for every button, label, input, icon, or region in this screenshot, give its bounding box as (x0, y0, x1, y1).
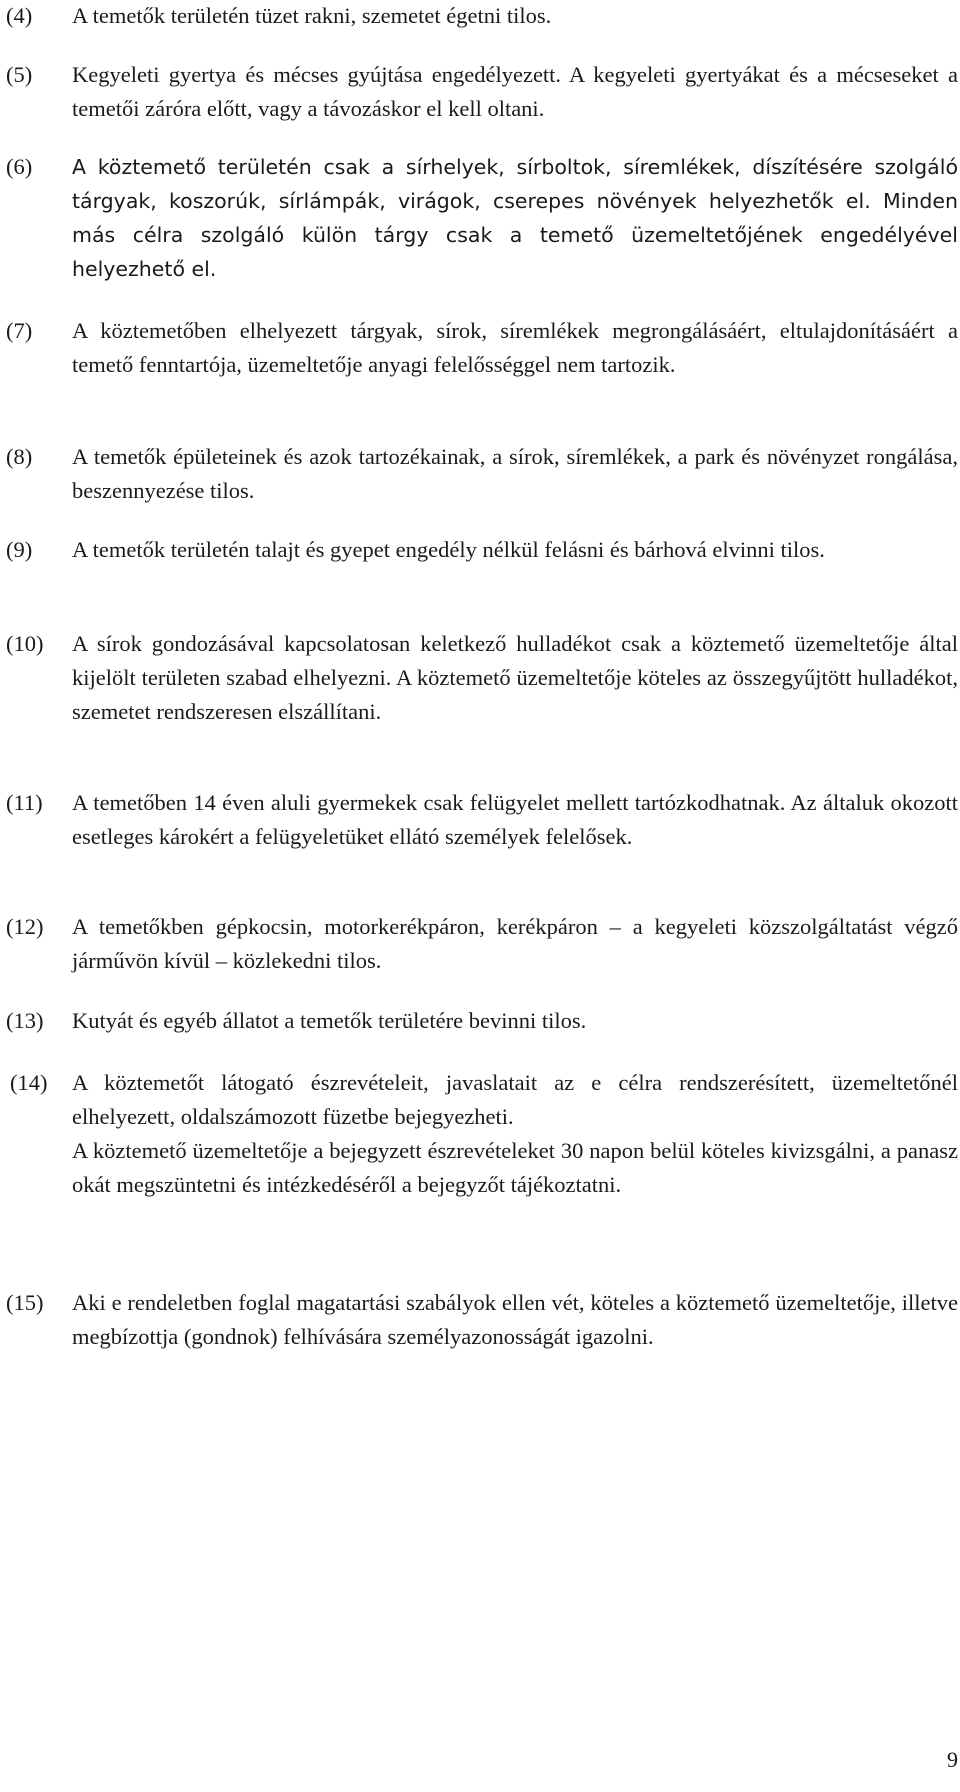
item-number: (11) (6, 790, 43, 815)
item-paragraph: Kegyeleti gyertya és mécses gyújtása engedélyezett. A kegyeleti gyertyákat és a mécseseket a temetői záróra előtt, vagy a távozáskor el kell oltani. (72, 62, 958, 121)
item-paragraph: A temetők területén talajt és gyepet engedély nélkül felásni és bárhová elvinni tilos. (72, 537, 825, 562)
item-text (72, 0, 958, 33)
item-paragraph: A temetőkben gépkocsin, motorkerékpáron, kerékpáron – a kegyeleti közszolgáltatást végző járművön kívül – közlekedni tilos. (72, 914, 958, 973)
item-paragraph: A köztemetőt látogató észrevételeit, javaslatait az e célra rendszerésített, üzemeltetőnél elhelyezett, oldalszámozott füzetbe bejegyezheti. (72, 1070, 958, 1129)
item-text (72, 533, 958, 567)
item-text (72, 1286, 958, 1354)
item-text (72, 150, 958, 286)
item-paragraph: A köztemető területén csak a sírhelyek, sírboltok, síremlékek, díszítésére szolgáló tárgyak, koszorúk, sírlámpák, virágok, cserepes növények helyezhetők el. Minden más célra szolgáló külön tárgy csak a temető üzemeltetőjének engedélyével helyezhető el. (72, 155, 958, 281)
item-text (72, 58, 958, 126)
item-number: (10) (6, 631, 44, 656)
item-paragraph: A sírok gondozásával kapcsolatosan keletkező hulladékot csak a köztemető üzemeltetője által kijelölt területen szabad elhelyezni. A köztemető üzemeltetője köteles az összegyűjtött hulladékot, szemetet rendszeresen elszállítani. (72, 631, 958, 724)
item-paragraph: A köztemető üzemeltetője a bejegyzett észrevételeket 30 napon belül köteles kivizsgálni, a panasz okát megszüntetni és intézkedéséről a bejegyzőt tájékoztatni. (72, 1138, 958, 1197)
item-number: (4) (6, 3, 33, 28)
item-number: (14) (10, 1070, 48, 1095)
item-text (72, 786, 958, 854)
item-text (72, 627, 958, 729)
item-paragraph: A temetőben 14 éven aluli gyermekek csak felügyelet mellett tartózkodhatnak. Az általuk okozott esetleges károkért a felügyeletüket ellátó személyek felelősek. (72, 790, 958, 849)
item-paragraph: A temetők területén tüzet rakni, szemetet égetni tilos. (72, 3, 552, 28)
item-number: (15) (6, 1290, 44, 1315)
item-number: (12) (6, 914, 44, 939)
item-text (72, 314, 958, 382)
item-number: (13) (6, 1008, 44, 1033)
item-number: (7) (6, 318, 33, 343)
item-text (72, 440, 958, 508)
item-paragraph: Aki e rendeletben foglal magatartási szabályok ellen vét, köteles a köztemető üzemeltetője, illetve megbízottja (gondnok) felhívására személyazonosságát igazolni. (72, 1290, 958, 1349)
item-paragraph: Kutyát és egyéb állatot a temetők területére bevinni tilos. (72, 1008, 587, 1033)
item-number: (8) (6, 444, 33, 469)
item-text (72, 1004, 958, 1038)
item-paragraph: A köztemetőben elhelyezett tárgyak, sírok, síremlékek megrongálásáért, eltulajdonításáért a temető fenntartója, üzemeltetője anyagi felelősséggel nem tartozik. (72, 318, 958, 377)
item-number: (9) (6, 537, 33, 562)
item-paragraph: A temetők épületeinek és azok tartozékainak, a sírok, síremlékek, a park és növényzet rongálása, beszennyezése tilos. (72, 444, 958, 503)
item-text (72, 1066, 958, 1202)
item-number: (6) (6, 154, 33, 179)
item-number: (5) (6, 62, 33, 87)
page-number: 9 (947, 1747, 958, 1772)
item-text (72, 910, 958, 978)
